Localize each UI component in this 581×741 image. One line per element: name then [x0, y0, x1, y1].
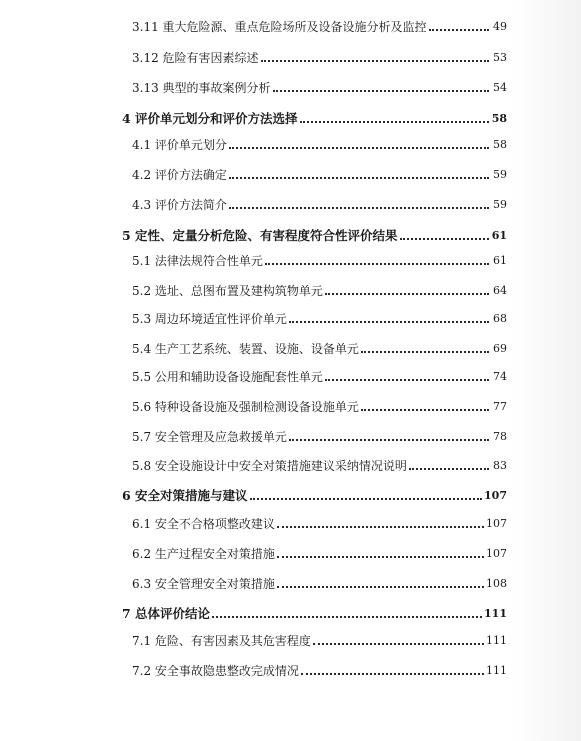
toc-section-entry — [132, 192, 507, 212]
toc-entry-title: 7.2 安全事故隐患整改完成情况 — [132, 664, 299, 678]
toc-section-entry — [132, 14, 507, 34]
toc-entry-title: 7 总体评价结论 — [122, 606, 211, 621]
dot-leader — [261, 60, 489, 62]
dot-leader — [361, 409, 489, 411]
toc-page-number: 64 — [493, 284, 507, 297]
toc-entry-title: 4.2 评价方法确定 — [132, 168, 227, 182]
toc-section-entry — [132, 453, 507, 473]
toc-entry-title: 5.8 安全设施设计中安全对策措施建议采纳情况说明 — [132, 459, 407, 473]
toc-entry-title: 5.4 生产工艺系统、装置、设施、设备单元 — [132, 342, 359, 356]
dot-leader — [265, 263, 489, 265]
toc-entry-title: 5.5 公用和辅助设备设施配套性单元 — [132, 370, 323, 384]
toc-section-entry — [132, 132, 507, 152]
toc-page-number: 49 — [493, 20, 507, 33]
toc-page-number: 68 — [493, 312, 507, 325]
toc-page-number: 58 — [493, 138, 507, 151]
toc-section-entry — [132, 162, 507, 182]
toc-page-number: 61 — [493, 254, 507, 267]
dot-leader — [289, 439, 489, 441]
dot-leader — [273, 90, 489, 92]
toc-page-number: 107 — [486, 547, 507, 560]
dot-leader — [361, 351, 489, 353]
toc-section-entry — [132, 628, 507, 648]
toc-entry-title: 5.1 法律法规符合性单元 — [132, 254, 263, 268]
toc-entry-title: 3.12 危险有害因素综述 — [132, 51, 259, 65]
toc-page-number: 54 — [493, 81, 507, 94]
dot-leader — [325, 379, 489, 381]
toc-page-number: 53 — [493, 51, 507, 64]
toc-page-number: 107 — [484, 489, 507, 502]
toc-page-number: 58 — [491, 112, 507, 125]
toc-chapter-entry — [122, 601, 507, 621]
toc-page-number: 107 — [486, 517, 507, 530]
toc-page-number: 111 — [486, 634, 507, 647]
toc-entry-title: 4.3 评价方法简介 — [132, 198, 227, 212]
toc-page-number: 74 — [493, 370, 507, 383]
dot-leader — [229, 147, 489, 149]
toc-section-entry — [132, 278, 507, 298]
toc-section-entry — [132, 424, 507, 444]
toc-entry-title: 6.2 生产过程安全对策措施 — [132, 547, 275, 561]
toc-page-number: 61 — [491, 229, 507, 242]
toc-section-entry — [132, 541, 507, 561]
toc-entry-title: 6 安全对策措施与建议 — [122, 488, 248, 503]
toc-section-entry — [132, 511, 507, 531]
toc-entry-title: 5 定性、定量分析危险、有害程度符合性评价结果 — [122, 228, 398, 243]
dot-leader — [229, 177, 489, 179]
dot-leader — [300, 121, 489, 123]
toc-section-entry — [132, 658, 507, 678]
toc-section-entry — [132, 394, 507, 414]
toc-entry-title: 6.1 安全不合格项整改建议 — [132, 517, 275, 531]
toc-section-entry — [132, 45, 507, 65]
dot-leader — [313, 643, 484, 645]
toc-page-number: 111 — [484, 607, 507, 620]
toc-entry-title: 5.6 特种设备设施及强制检测设备设施单元 — [132, 400, 359, 414]
toc-page-number: 69 — [493, 342, 507, 355]
toc-entry-title: 7.1 危险、有害因素及其危害程度 — [132, 634, 311, 648]
toc-page-number: 59 — [493, 168, 507, 181]
toc-section-entry — [132, 248, 507, 268]
dot-leader — [212, 616, 482, 618]
toc-page-number: 59 — [493, 198, 507, 211]
toc-entry-title: 4 评价单元划分和评价方法选择 — [122, 111, 298, 126]
toc-entry-title: 5.3 周边环境适宜性评价单元 — [132, 312, 287, 326]
toc-chapter-entry — [122, 483, 507, 503]
dot-leader — [250, 498, 482, 500]
toc-entry-title: 4.1 评价单元划分 — [132, 138, 227, 152]
toc-section-entry — [132, 336, 507, 356]
toc-page-number: 108 — [486, 577, 507, 590]
dot-leader — [400, 238, 489, 240]
toc-page-number: 77 — [493, 400, 507, 413]
dot-leader — [277, 526, 484, 528]
toc-section-entry — [132, 364, 507, 384]
toc-chapter-entry — [122, 106, 507, 126]
dot-leader — [277, 586, 484, 588]
toc-entry-title: 3.13 典型的事故案例分析 — [132, 81, 271, 95]
toc-entry-title: 5.7 安全管理及应急救援单元 — [132, 430, 287, 444]
dot-leader — [325, 293, 489, 295]
toc-entry-title: 3.11 重大危险源、重点危险场所及设备设施分析及监控 — [132, 20, 427, 34]
toc-section-entry — [132, 571, 507, 591]
dot-leader — [277, 556, 484, 558]
dot-leader — [409, 468, 489, 470]
dot-leader — [229, 207, 489, 209]
toc-section-entry — [132, 75, 507, 95]
toc-entry-title: 6.3 安全管理安全对策措施 — [132, 577, 275, 591]
toc-entry-title: 5.2 选址、总图布置及建构筑物单元 — [132, 284, 323, 298]
toc-chapter-entry — [122, 223, 507, 243]
toc-section-entry — [132, 306, 507, 326]
dot-leader — [301, 673, 484, 675]
toc-page-number: 111 — [486, 664, 507, 677]
toc-page-number: 83 — [493, 459, 507, 472]
dot-leader — [429, 29, 489, 31]
dot-leader — [289, 321, 489, 323]
toc-page-number: 78 — [493, 430, 507, 443]
